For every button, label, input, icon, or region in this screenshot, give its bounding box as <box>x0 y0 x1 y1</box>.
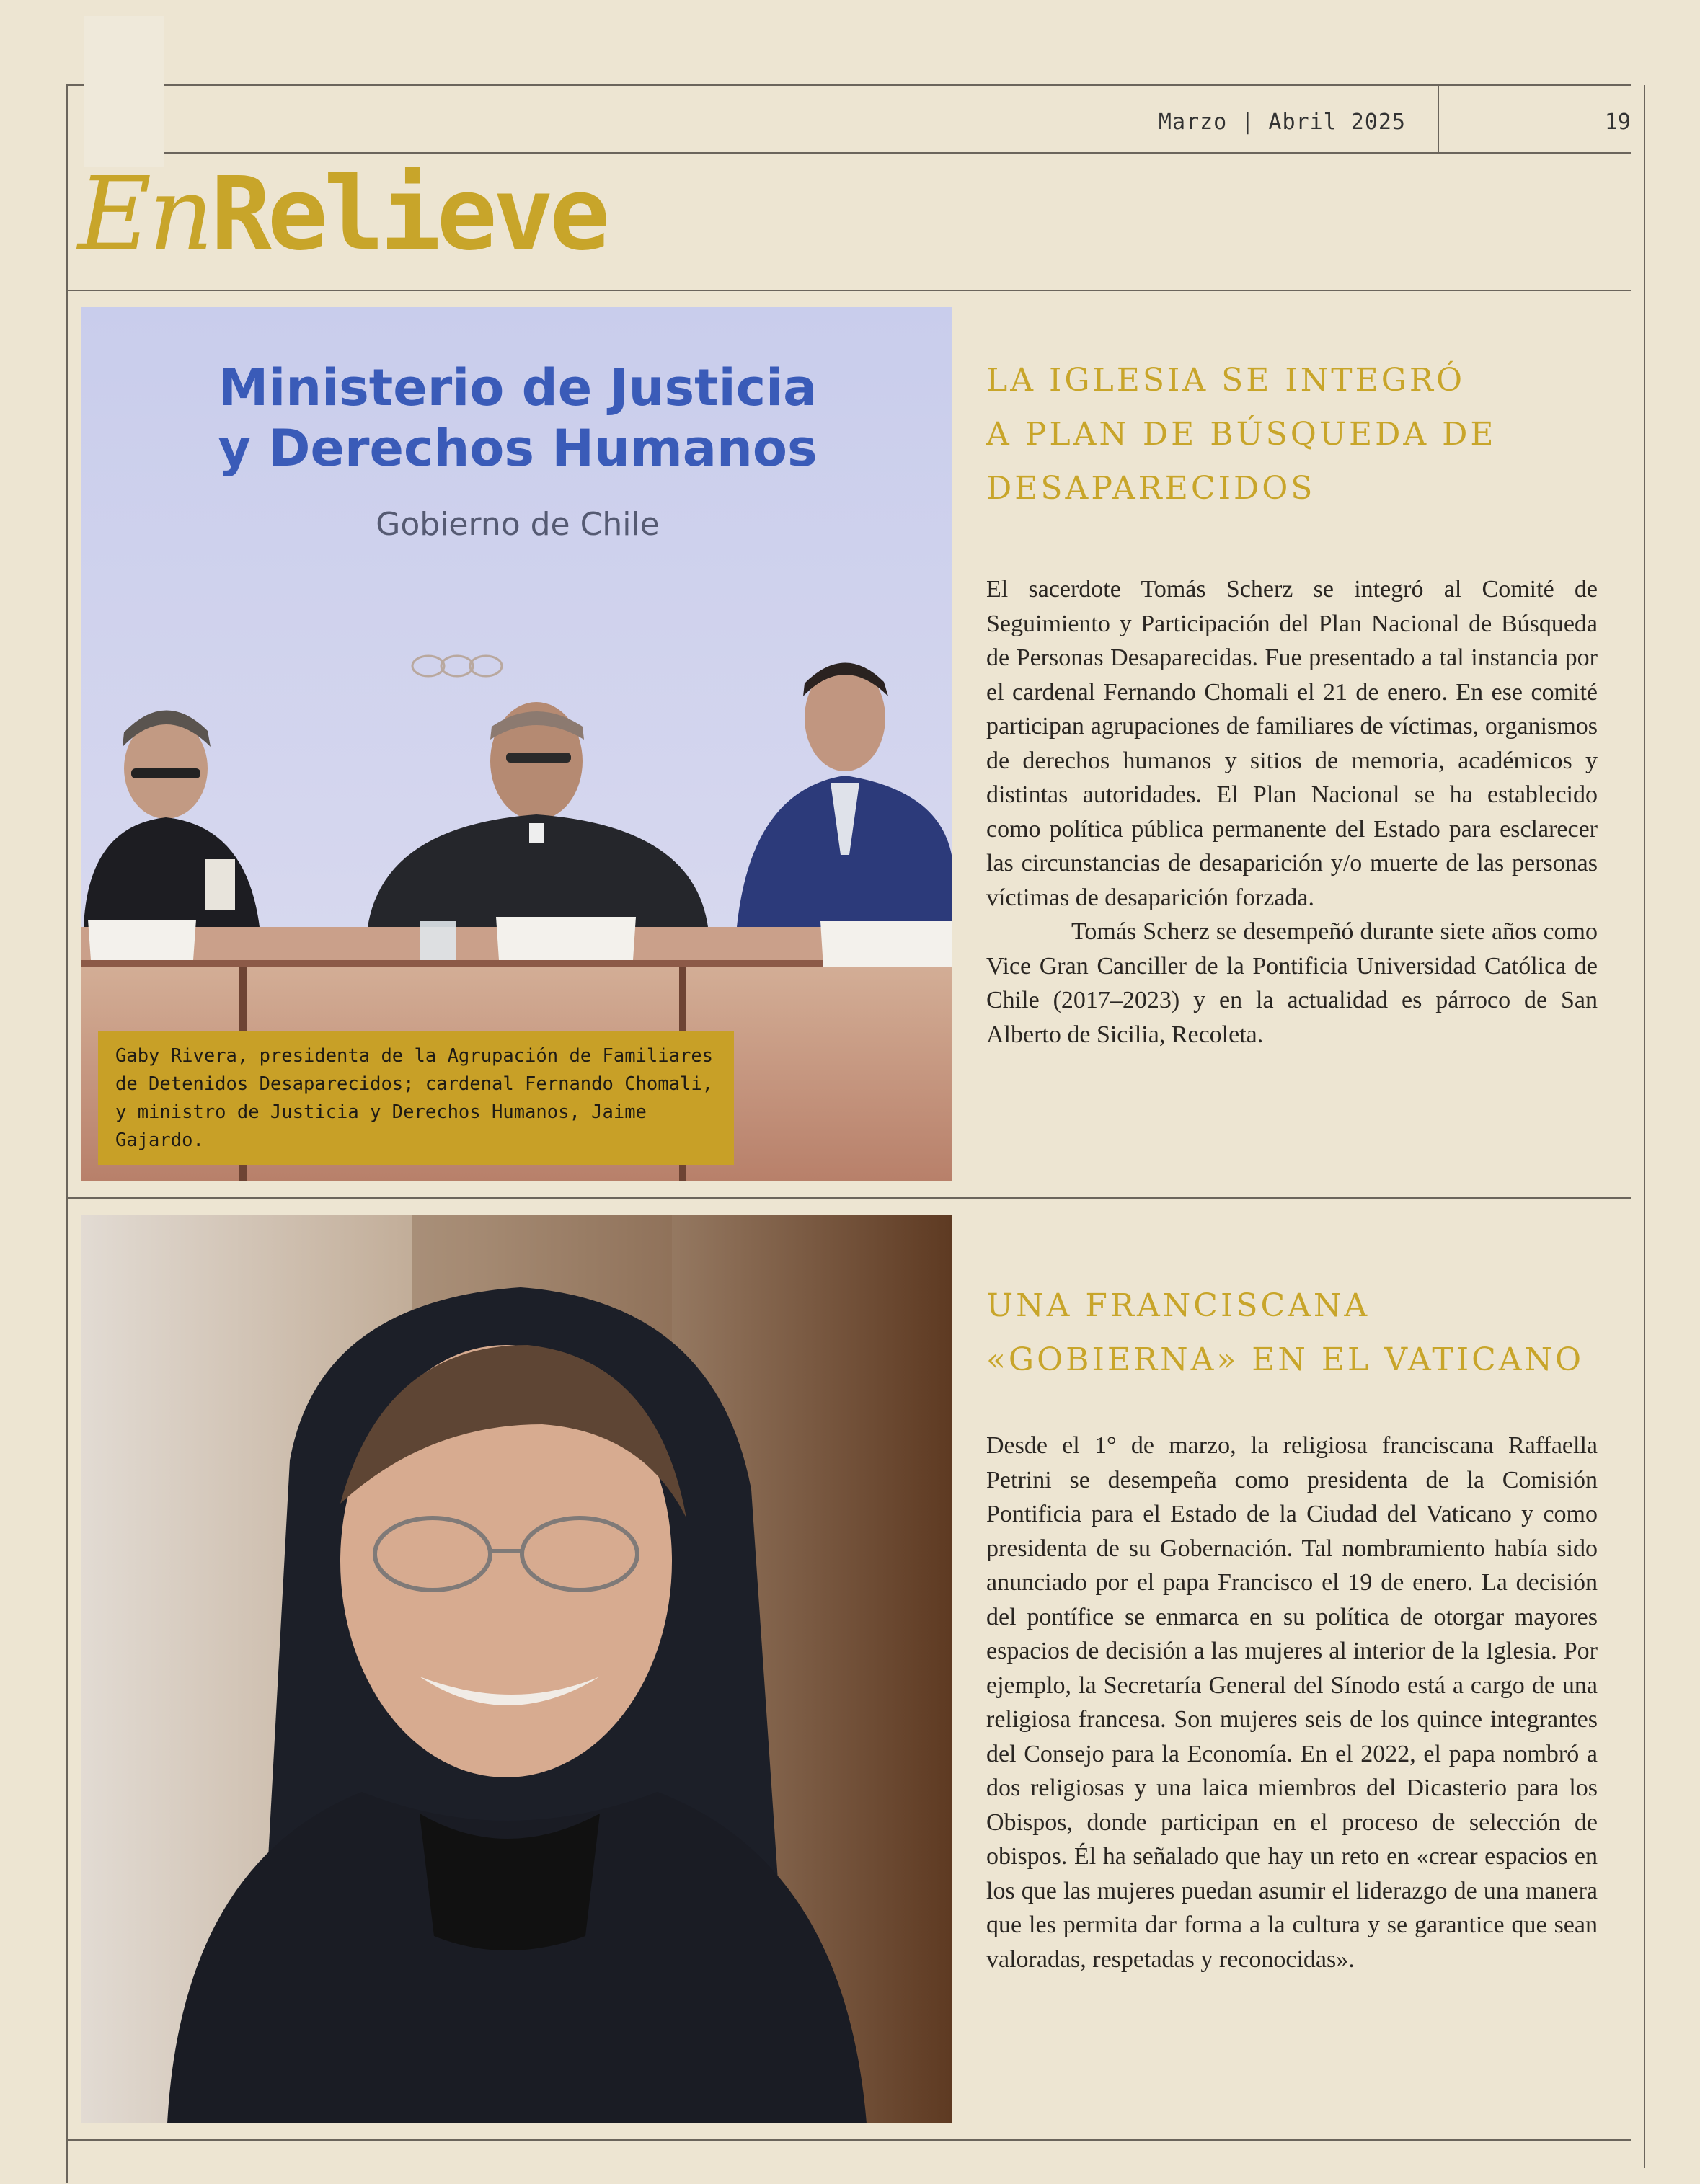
article1-headline <box>986 353 1621 515</box>
article1-photo-caption: Gaby Rivera, presidenta de la Agrupación de Familiares de Detenidos Desaparecidos; cardenal Fernando Chomali, y ministro de Justicia y Derechos Humanos, Jaime Gajardo. <box>98 1031 734 1165</box>
article2-headline <box>986 1279 1621 1387</box>
article1-headline-line: DESAPARECIDOS <box>986 470 1316 507</box>
article1-headline-line: LA IGLESIA SE INTEGRÓ <box>986 362 1466 399</box>
article1-headline-line: A PLAN DE BÚSQUEDA DE <box>986 416 1497 453</box>
article2-paragraph: Desde el 1° de marzo, la religiosa franciscana Raffaella Petrini se desempeña como presidenta de la Comisión Pontificia para el Estado de la Ciudad del Vaticano y como presidenta de su Gobernación. Tal nombramiento había sido anunciado por el papa Francisco el 19 de enero. La decisión del pontífice se enmarca en su política de otorgar mayores espacios de decisión a las mujeres al interior de la Iglesia. Por ejemplo, la Secretaría General del Sínodo está a cargo de una religiosa francesa. Son mujeres seis de los quince integrantes del Consejo para la Economía. En el 2022, el papa nombró a dos religiosas y una laica miembros del Dicasterio para los Obispos, donde participan en el proceso de selección de obispos. Él ha señalado que hay un reto en «crear espacios en los que las mujeres puedan asumir el liderazgo de una manera que les permita dar forma a la cultura y se garantice que sean valoradas, respetadas y reconocidas». <box>986 1432 1598 1973</box>
name-card-right <box>820 921 952 967</box>
issue-date: Marzo | Abril 2025 <box>1158 110 1406 135</box>
masthead-prefix: En <box>78 156 211 273</box>
article2-headline-line: «GOBIERNA» EN EL VATICANO <box>986 1341 1585 1378</box>
masthead-name: Relieve <box>211 156 606 273</box>
header-bottom-rule <box>164 152 1631 154</box>
masthead-rule <box>66 290 1631 291</box>
portrait-illustration <box>81 1215 952 2123</box>
banner-subtitle: Gobierno de Chile <box>376 506 660 543</box>
name-card-left <box>88 920 196 960</box>
footer-rule <box>66 2139 1631 2141</box>
section-divider <box>66 1197 1631 1199</box>
article2-body <box>986 1429 1598 1976</box>
corner-tab <box>84 16 164 167</box>
article2-headline-line: UNA FRANCISCANA <box>986 1287 1371 1324</box>
header-top-rule <box>66 84 1631 86</box>
article1-body <box>986 572 1598 1052</box>
name-card-center <box>496 917 636 960</box>
water-glass <box>420 921 456 960</box>
right-border <box>1644 85 1645 2168</box>
header-divider <box>1438 85 1439 153</box>
section-masthead <box>78 156 606 273</box>
banner-title-line2: y Derechos Humanos <box>218 419 818 478</box>
article2-photo <box>81 1215 952 2123</box>
banner-title-line1: Ministerio de Justicia <box>218 358 818 417</box>
page-number: 19 <box>1604 110 1631 135</box>
left-border <box>66 85 68 2183</box>
article1-paragraph: El sacerdote Tomás Scherz se integró al Comité de Seguimiento y Participación del Plan Nacional de Búsqueda de Personas Desaparecidas. Fue presentado a tal instancia por el cardenal Fernando Chomali el 21 de enero. En ese comité participan agrupaciones de familiares de víctimas, organismos de derechos humanos y sitios de memoria, académicos y distintas autoridades. El Plan Nacional se ha establecido como política pública permanente del Estado para esclarecer las circunstancias de desaparición y/o muerte de las personas víctimas de desaparición forzada. <box>986 576 1598 911</box>
article1-paragraph: Tomás Scherz se desempeñó durante siete años como Vice Gran Canciller de la Pontificia Universidad Católica de Chile (2017–2023) y en la actualidad es párroco de San Alberto de Sicilia, Recoleta. <box>986 918 1598 1048</box>
